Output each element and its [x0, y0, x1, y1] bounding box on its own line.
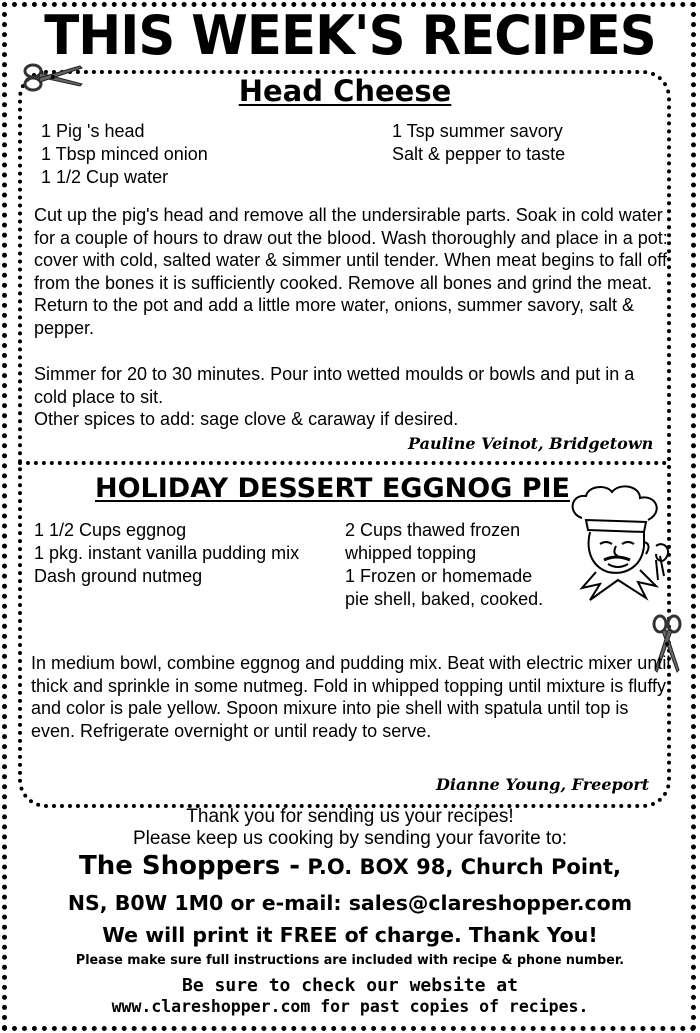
ingredients-left	[34, 519, 299, 588]
footer-request: Please keep us cooking by sending your favorite to:	[132, 828, 568, 849]
ingredient: 1 pkg. instant vanilla pudding mix	[34, 543, 300, 563]
recipe-instructions: Cut up the pig's head and remove all the undersirable parts. Soak in cold water for a couple of hours to draw out the blood. Wash thoroughly and place in a pot: cover with cold, salted water & simmer until tender. When meat begins to fall off from the bones it is sufficiently cooked. Remove all bones and grind the meat. Return to the pot and add a little more water, onions, summer savory, salt & pepper.	[34, 205, 668, 338]
ingredient: 1 Pig 's head	[41, 121, 145, 141]
recipe-divider	[18, 461, 667, 465]
ingredient: 2 Cups thawed frozen	[345, 520, 521, 540]
ingredient: Salt & pepper to taste	[392, 144, 566, 164]
recipe-author: Pauline Veinot, Bridgetown	[408, 434, 654, 453]
ingredients-right	[345, 519, 543, 611]
footer-website-line1: Be sure to check our website at	[182, 975, 518, 996]
ingredient: 1 1/2 Cup water	[41, 167, 169, 187]
page-title: THIS WEEK'S RECIPES	[44, 4, 656, 67]
ingredient: 1 1/2 Cups eggnog	[34, 520, 187, 540]
ingredients-right	[392, 120, 565, 166]
footer-thanks: Thank you for sending us your recipes!	[186, 806, 514, 827]
ingredient: Dash ground nutmeg	[34, 566, 203, 586]
footer-address-line	[0, 851, 700, 881]
recipe-title-eggnog-pie: HOLIDAY DESSERT EGGNOG PIE	[95, 473, 571, 504]
shoppers-name: The Shoppers -	[78, 851, 301, 881]
recipe-instructions: Simmer for 20 to 30 minutes. Pour into wetted moulds or bowls and put in a cold place to sit.	[34, 364, 635, 407]
ingredients-left	[41, 120, 208, 189]
footer-free-line: We will print it FREE of charge. Thank You!	[102, 923, 598, 947]
ingredient: pie shell, baked, cooked.	[345, 589, 544, 609]
footer-website-line2: www.clareshopper.com for past copies of recipes.	[111, 997, 589, 1016]
recipe-instructions: In medium bowl, combine eggnog and pudding mix. Beat with electric mixer until thick and sprinkle in some nutmeg. Fold in whipped topping until mixture is fluffy and color is pale yellow. Spoon mixure into pie shell with spatula until top is even. Refrigerate overnight or until ready to serve.	[31, 653, 671, 741]
chef-illustration	[560, 484, 676, 602]
recipe-instructions: Other spices to add: sage clove & caraway if desired.	[34, 409, 459, 429]
footer-email-line: NS, B0W 1M0 or e-mail: sales@clareshopper.com	[67, 891, 633, 915]
ingredient: whipped topping	[345, 543, 477, 563]
recipe-title-head-cheese: Head Cheese	[238, 74, 452, 108]
footer-instructions-line: Please make sure full instructions are included with recipe & phone number.	[75, 952, 625, 968]
ingredient: 1 Frozen or homemade	[345, 566, 533, 586]
recipe-author: Dianne Young, Freeport	[436, 775, 650, 794]
ingredient: 1 Tbsp minced onion	[41, 144, 208, 164]
mailing-address: P.O. BOX 98, Church Point,	[300, 855, 622, 879]
ingredient: 1 Tsp summer savory	[392, 121, 563, 141]
